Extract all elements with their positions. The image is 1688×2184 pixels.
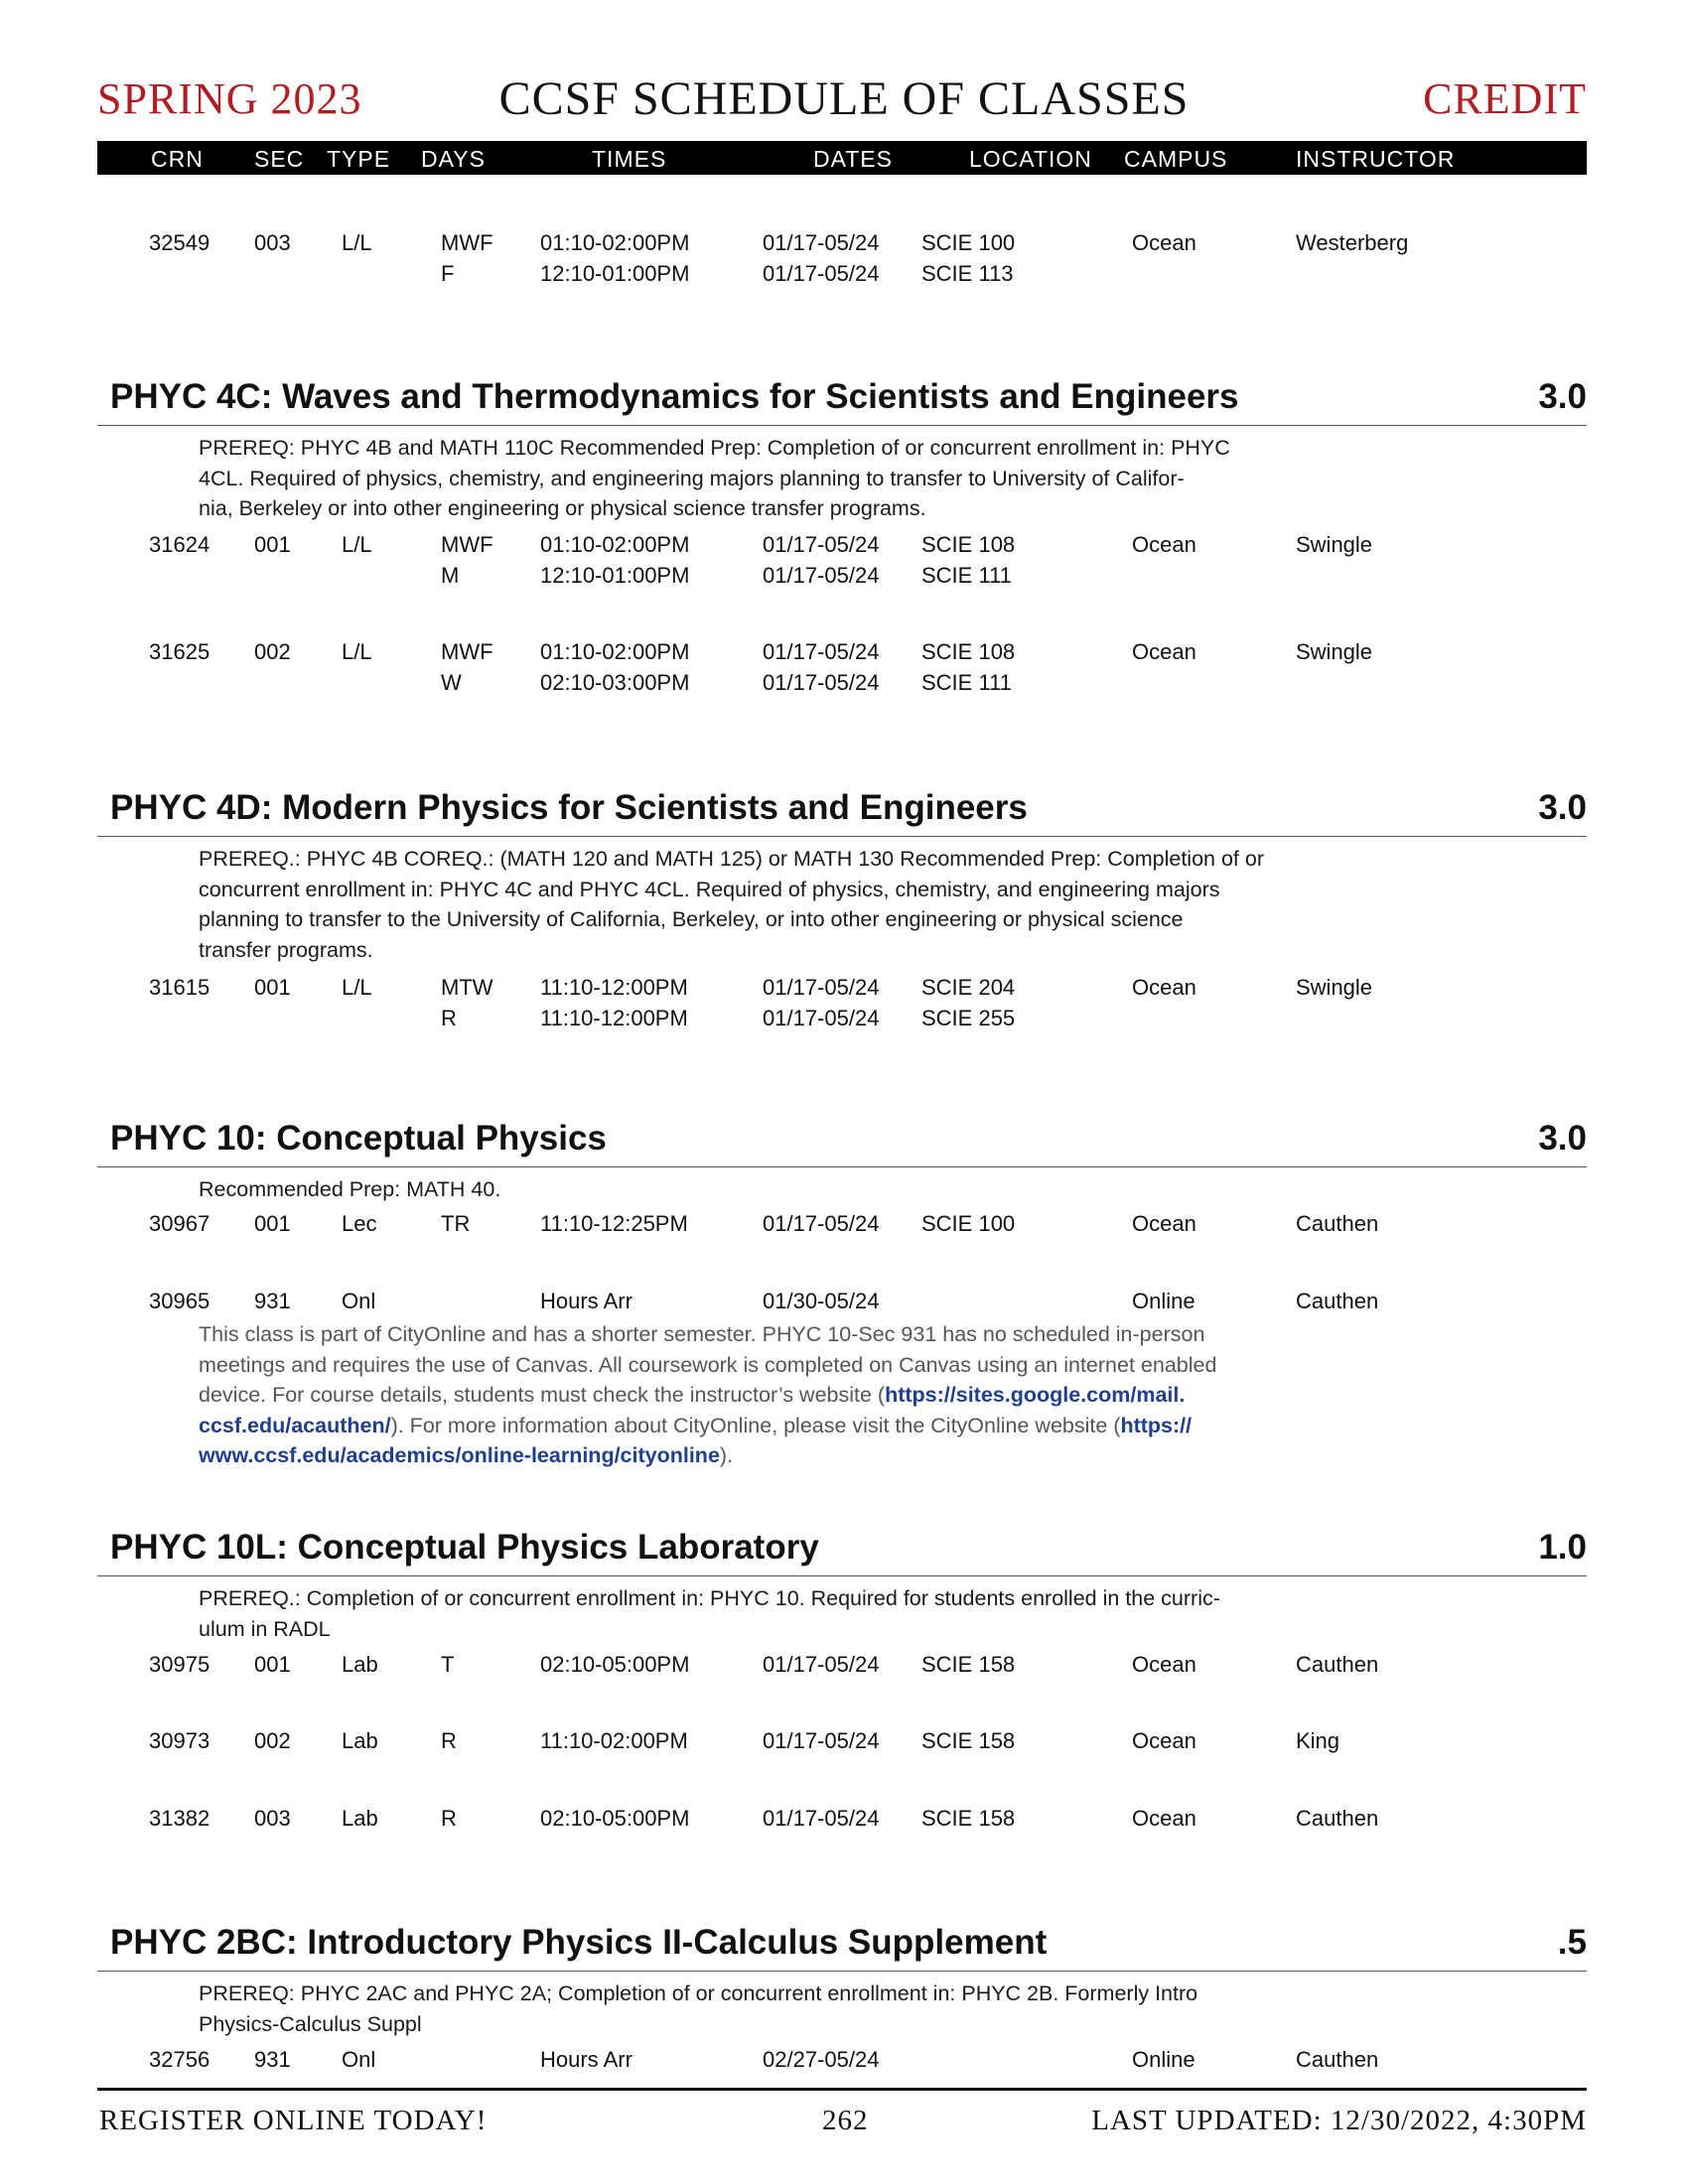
course-description: PREREQ: PHYC 4B and MATH 110C Recommended Prep: Completion of or concurrent enrollment in: PHYC 4CL. Required of physics, chemistry, and engineering majors planning to transfer to University of Califor- nia, Berkeley or into other engineering or physical science transfer programs. bbox=[199, 436, 1230, 520]
table-row bbox=[0, 639, 1688, 699]
course-description: Recommended Prep: MATH 40. bbox=[199, 1177, 501, 1201]
course-units: .5 bbox=[1557, 1923, 1587, 1962]
time: 02:10-03:00PM bbox=[540, 670, 690, 695]
page-number: 262 bbox=[822, 2105, 869, 2136]
instructor-website-link[interactable]: ccsf.edu/acauthen/ bbox=[199, 1413, 391, 1437]
sec: 003 bbox=[254, 1806, 291, 1831]
campus: Ocean bbox=[1132, 975, 1196, 1000]
dates: 01/17-05/24 bbox=[763, 563, 880, 588]
column-header-bar bbox=[97, 141, 1587, 175]
campus: Online bbox=[1132, 1289, 1196, 1313]
location: SCIE 204 bbox=[921, 975, 1016, 1000]
location: SCIE 158 bbox=[921, 1652, 1016, 1677]
time: 12:10-01:00PM bbox=[540, 261, 690, 286]
days: F bbox=[441, 261, 455, 286]
table-row bbox=[0, 1211, 1688, 1271]
time: 11:10-12:25PM bbox=[540, 1211, 688, 1236]
col-times: TIMES bbox=[592, 146, 667, 172]
campus: Ocean bbox=[1132, 1211, 1196, 1236]
col-type: TYPE bbox=[327, 146, 391, 172]
location: SCIE 255 bbox=[921, 1006, 1016, 1030]
divider bbox=[97, 836, 1587, 837]
instructor-website-link[interactable]: https://sites.google.com/mail. bbox=[885, 1383, 1186, 1407]
location: SCIE 158 bbox=[921, 1728, 1016, 1753]
campus: Ocean bbox=[1132, 1806, 1196, 1831]
time: 11:10-02:00PM bbox=[540, 1728, 688, 1753]
col-location: LOCATION bbox=[969, 146, 1092, 172]
sec: 002 bbox=[254, 639, 291, 664]
days: W bbox=[441, 670, 462, 695]
days: T bbox=[441, 1652, 455, 1677]
type: Onl bbox=[342, 2047, 376, 2072]
table-row bbox=[0, 532, 1688, 592]
instructor: King bbox=[1296, 1728, 1340, 1753]
instructor: Swingle bbox=[1296, 639, 1373, 664]
footer-rule bbox=[97, 2088, 1587, 2091]
dates: 01/17-05/24 bbox=[763, 1728, 880, 1753]
instructor: Cauthen bbox=[1296, 1652, 1379, 1677]
time: 01:10-02:00PM bbox=[540, 639, 690, 664]
sec: 931 bbox=[254, 1289, 291, 1313]
dates: 01/17-05/24 bbox=[763, 261, 880, 286]
crn: 31624 bbox=[149, 532, 211, 557]
time: Hours Arr bbox=[540, 2047, 633, 2072]
time: 11:10-12:00PM bbox=[540, 1006, 688, 1030]
days: M bbox=[441, 563, 460, 588]
days: MWF bbox=[441, 532, 493, 557]
instructor: Cauthen bbox=[1296, 1806, 1379, 1831]
sec: 001 bbox=[254, 532, 291, 557]
divider bbox=[97, 1971, 1587, 1972]
days: MWF bbox=[441, 230, 493, 255]
dates: 01/17-05/24 bbox=[763, 1211, 880, 1236]
course-description: PREREQ: PHYC 2AC and PHYC 2A; Completion of or concurrent enrollment in: PHYC 2B. Formerly Intro Physics-Calculus Suppl bbox=[199, 1981, 1198, 2036]
crn: 31625 bbox=[149, 639, 211, 664]
location: SCIE 100 bbox=[921, 1211, 1016, 1236]
col-dates: DATES bbox=[813, 146, 893, 172]
instructor: Swingle bbox=[1296, 975, 1373, 1000]
time: 02:10-05:00PM bbox=[540, 1652, 690, 1677]
sec: 931 bbox=[254, 2047, 291, 2072]
type: L/L bbox=[342, 230, 372, 255]
days: R bbox=[441, 1806, 457, 1831]
sec: 003 bbox=[254, 230, 291, 255]
time: 12:10-01:00PM bbox=[540, 563, 690, 588]
location: SCIE 108 bbox=[921, 532, 1016, 557]
divider bbox=[97, 1575, 1587, 1576]
campus: Online bbox=[1132, 2047, 1196, 2072]
dates: 01/17-05/24 bbox=[763, 639, 880, 664]
table-row bbox=[0, 1806, 1688, 1865]
instructor: Cauthen bbox=[1296, 1211, 1379, 1236]
course-title: PHYC 10: Conceptual Physics bbox=[110, 1119, 607, 1158]
type: Lab bbox=[342, 1728, 378, 1753]
table-row bbox=[0, 1652, 1688, 1711]
table-row bbox=[0, 230, 1688, 290]
time: Hours Arr bbox=[540, 1289, 633, 1313]
crn: 30975 bbox=[149, 1652, 211, 1677]
type: L/L bbox=[342, 975, 372, 1000]
crn: 31615 bbox=[149, 975, 211, 1000]
crn: 31382 bbox=[149, 1806, 211, 1831]
time: 11:10-12:00PM bbox=[540, 975, 688, 1000]
cityonline-link[interactable]: www.ccsf.edu/academics/online-learning/cityonline bbox=[199, 1443, 720, 1467]
type: Lec bbox=[342, 1211, 377, 1236]
crn: 30973 bbox=[149, 1728, 211, 1753]
campus: Ocean bbox=[1132, 532, 1196, 557]
course-description: PREREQ.: PHYC 4B COREQ.: (MATH 120 and MATH 125) or MATH 130 Recommended Prep: Completion of or concurrent enrollment in: PHYC 4C and PHYC 4CL. Required of physics, chemistry, and engineering majors planning to transfer to the University of California, Berkeley, or into other engineering or physical science transfer programs. bbox=[199, 847, 1264, 962]
course-title: PHYC 2BC: Introductory Physics II-Calculus Supplement bbox=[110, 1923, 1048, 1962]
sec: 001 bbox=[254, 1211, 291, 1236]
campus: Ocean bbox=[1132, 639, 1196, 664]
term-label: SPRING 2023 bbox=[97, 74, 362, 123]
instructor: Westerberg bbox=[1296, 230, 1409, 255]
location: SCIE 111 bbox=[921, 563, 1012, 588]
campus: Ocean bbox=[1132, 1652, 1196, 1677]
days: R bbox=[441, 1006, 457, 1030]
course-units: 3.0 bbox=[1538, 377, 1587, 416]
dates: 01/17-05/24 bbox=[763, 1006, 880, 1030]
col-instructor: INSTRUCTOR bbox=[1296, 146, 1456, 172]
course-units: 1.0 bbox=[1538, 1528, 1587, 1567]
table-row bbox=[0, 2047, 1688, 2107]
course-units: 3.0 bbox=[1538, 1119, 1587, 1158]
dates: 01/17-05/24 bbox=[763, 1652, 880, 1677]
instructor: Cauthen bbox=[1296, 2047, 1379, 2072]
course-title: PHYC 4C: Waves and Thermodynamics for Scientists and Engineers bbox=[110, 377, 1239, 416]
campus: Ocean bbox=[1132, 1728, 1196, 1753]
col-sec: SEC bbox=[254, 146, 305, 172]
crn: 30965 bbox=[149, 1289, 211, 1313]
location: SCIE 100 bbox=[921, 230, 1016, 255]
type: L/L bbox=[342, 532, 372, 557]
dates: 01/30-05/24 bbox=[763, 1289, 880, 1313]
last-updated: LAST UPDATED: 12/30/2022, 4:30PM bbox=[1091, 2105, 1587, 2136]
type: L/L bbox=[342, 639, 372, 664]
dates: 01/17-05/24 bbox=[763, 670, 880, 695]
time: 02:10-05:00PM bbox=[540, 1806, 690, 1831]
dates: 02/27-05/24 bbox=[763, 2047, 880, 2072]
sec: 001 bbox=[254, 975, 291, 1000]
location: SCIE 108 bbox=[921, 639, 1016, 664]
instructor: Cauthen bbox=[1296, 1289, 1379, 1313]
register-online-text: REGISTER ONLINE TODAY! bbox=[99, 2105, 488, 2136]
credit-label: CREDIT bbox=[1423, 74, 1587, 123]
course-description: PREREQ.: Completion of or concurrent enrollment in: PHYC 10. Required for students enrolled in the curric- ulum in RADL bbox=[199, 1586, 1220, 1641]
online-class-note: This class is part of CityOnline and has a shorter semester. PHYC 10-Sec 931 has no scheduled in-person meetings and requires the use of Canvas. All coursework is completed on Canvas using an internet enabled device. For course details, students must check the instructor’s website (https://sites.google.com/mail. ccsf.edu/acauthen/). For more information about CityOnline, please visit the CityOnline website (https:// www.ccsf.edu/academics/online-learning/cityonline). bbox=[199, 1322, 1217, 1467]
table-row bbox=[0, 1728, 1688, 1788]
dates: 01/17-05/24 bbox=[763, 230, 880, 255]
dates: 01/17-05/24 bbox=[763, 1806, 880, 1831]
col-crn: CRN bbox=[151, 146, 204, 172]
crn: 32549 bbox=[149, 230, 211, 255]
location: SCIE 113 bbox=[921, 261, 1014, 286]
time: 01:10-02:00PM bbox=[540, 532, 690, 557]
days: TR bbox=[441, 1211, 471, 1236]
location: SCIE 111 bbox=[921, 670, 1012, 695]
days: MTW bbox=[441, 975, 493, 1000]
divider bbox=[97, 425, 1587, 426]
time: 01:10-02:00PM bbox=[540, 230, 690, 255]
instructor: Swingle bbox=[1296, 532, 1373, 557]
location: SCIE 158 bbox=[921, 1806, 1016, 1831]
type: Onl bbox=[342, 1289, 376, 1313]
col-days: DAYS bbox=[421, 146, 486, 172]
type: Lab bbox=[342, 1806, 378, 1831]
days: MWF bbox=[441, 639, 493, 664]
crn: 32756 bbox=[149, 2047, 211, 2072]
col-campus: CAMPUS bbox=[1124, 146, 1228, 172]
crn: 30967 bbox=[149, 1211, 211, 1236]
course-units: 3.0 bbox=[1538, 788, 1587, 827]
campus: Ocean bbox=[1132, 230, 1196, 255]
dates: 01/17-05/24 bbox=[763, 532, 880, 557]
course-title: PHYC 4D: Modern Physics for Scientists and Engineers bbox=[110, 788, 1028, 827]
type: Lab bbox=[342, 1652, 378, 1677]
table-row bbox=[0, 975, 1688, 1034]
page-title: CCSF SCHEDULE OF CLASSES bbox=[498, 72, 1190, 125]
sec: 001 bbox=[254, 1652, 291, 1677]
course-title: PHYC 10L: Conceptual Physics Laboratory bbox=[110, 1528, 819, 1567]
divider bbox=[97, 1166, 1587, 1167]
dates: 01/17-05/24 bbox=[763, 975, 880, 1000]
cityonline-link[interactable]: https:// bbox=[1120, 1413, 1193, 1437]
sec: 002 bbox=[254, 1728, 291, 1753]
days: R bbox=[441, 1728, 457, 1753]
